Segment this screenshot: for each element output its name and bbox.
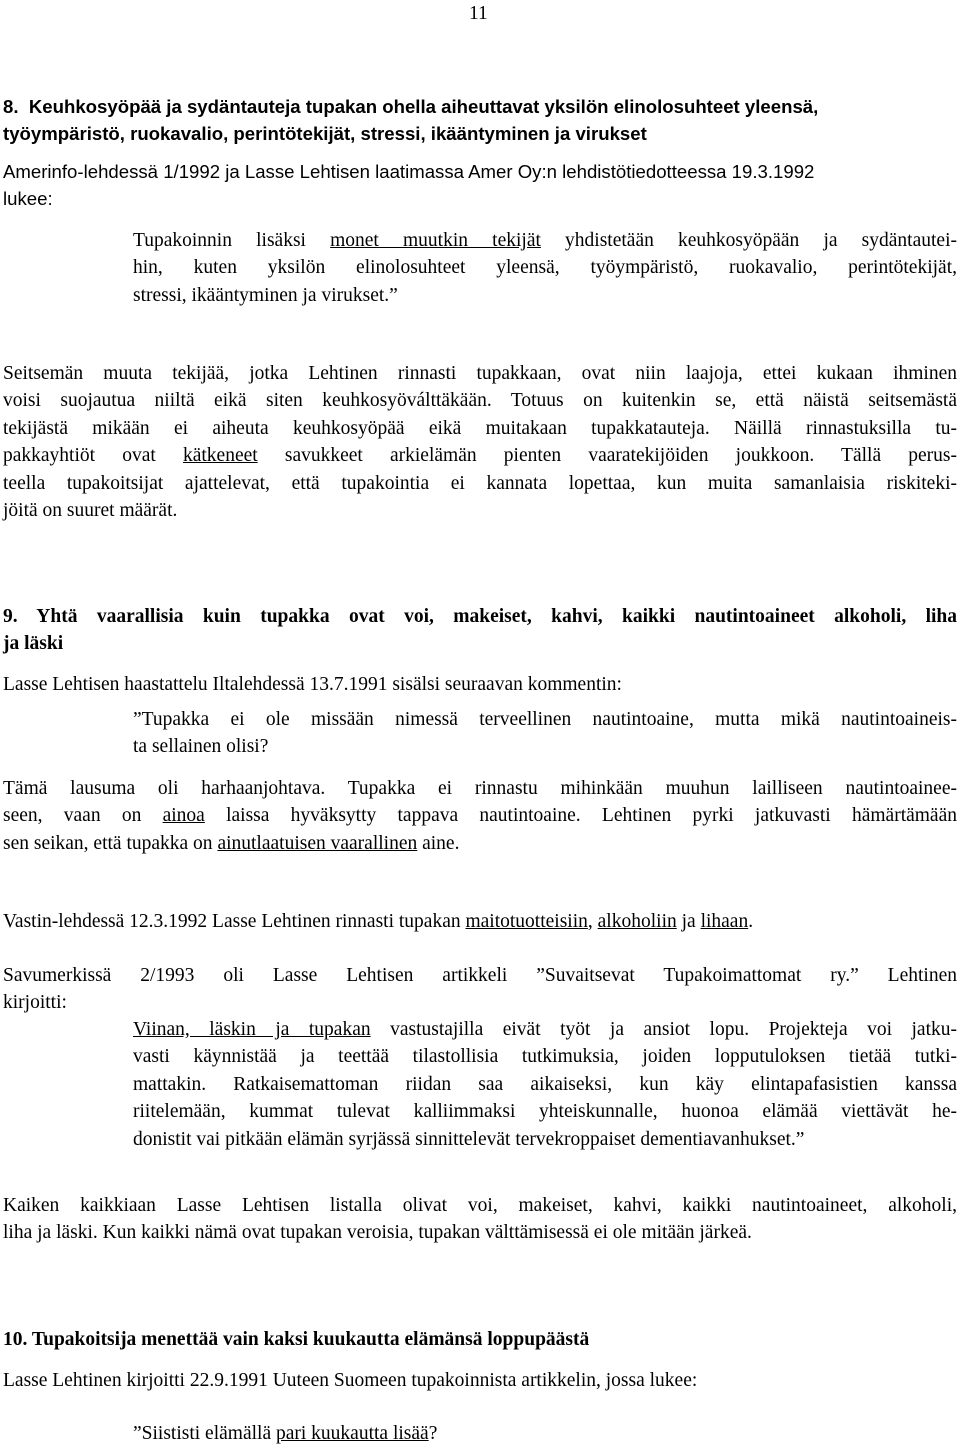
section-10-quote-post: ?	[428, 1423, 438, 1444]
section-9-intro-text: Lasse Lehtisen haastattelu Iltalehdessä 13.7.1991 sisälsi seuraavan kommentin:	[3, 674, 622, 695]
vastin-end: .	[748, 911, 754, 932]
page-number: 11	[469, 3, 488, 24]
section-9-para-line-2-pre: seen, vaan on	[3, 805, 163, 827]
paragraph-line-5: teella tupakoitsijat ajattelevat, että tupakointia ei kannata lopettaa, kun muita samanlaisia riskiteki-	[3, 472, 957, 494]
vastin-underlined-2: alkoholiin	[597, 911, 677, 932]
section-10-heading	[3, 1326, 957, 1353]
section-8-intro-line-2: lukee:	[3, 188, 53, 210]
section-8-heading	[3, 93, 957, 148]
quote-underlined-phrase: monet muutkin tekijät	[330, 230, 541, 251]
section-10-heading-text: 10. Tupakoitsija menettää vain kaksi kuukautta elämänsä loppupäästä	[3, 1329, 590, 1350]
vastin-pre: Vastin-lehdessä 12.3.1992 Lasse Lehtinen rinnasti tupakan	[3, 911, 466, 932]
section-10-quote-underlined: pari kuukautta lisää	[275, 1423, 429, 1444]
vastin-underlined-1: maitotuotteisiin	[465, 911, 588, 932]
quote-line-1-post: yhdistetään keuhkosyöpään ja sydäntautei-	[540, 230, 957, 251]
savumerkki-line-1: Savumerkissä 2/1993 oli Lasse Lehtisen artikkeli ”Suvaitsevat Tupakoimattomat ry.” Lehtinen	[3, 965, 957, 986]
section-9-heading-line-1: 9. Yhtä vaarallisia kuin tupakka ovat voi, makeiset, kahvi, kaikki nautintoaineet alkoholi, liha	[3, 606, 957, 627]
section-10-quote	[133, 1420, 957, 1447]
paragraph-line-6: jöitä on suuret määrät.	[3, 500, 178, 522]
section-9-quote-line-1: ”Tupakka ei ole missään nimessä terveellinen nautintoaine, mutta mikä nautintoaineis-	[133, 709, 957, 730]
vastin-underlined-3: lihaan	[700, 911, 749, 932]
section-8-intro	[3, 158, 957, 213]
savumerkki-quote-line-3: mattakin. Ratkaisemattoman riidan saa aikaiseksi, kun käy elintapafasistien kanssa	[133, 1073, 957, 1095]
section-9-quote-line-2: ta sellainen olisi?	[133, 736, 269, 758]
savumerkki-quote-line-1-post: vastustajilla eivät työt ja ansiot lopu. Projekteja voi jatku-	[370, 1019, 957, 1040]
section-10-quote-pre: ”Siististi elämällä	[133, 1423, 276, 1444]
section-8-quote	[133, 227, 957, 309]
savumerkki-quote	[133, 1016, 957, 1153]
section-9-heading	[3, 603, 957, 658]
paragraph-underlined-word: kätkeneet	[182, 445, 258, 467]
paragraph-line-1: Seitsemän muuta tekijää, jotka Lehtinen rinnasti tupakkaan, ovat niin laajoja, ettei kukaan ihminen	[3, 363, 957, 384]
section-9-intro	[3, 671, 957, 698]
section-9-para-line-1: Tämä lausuma oli harhaanjohtava. Tupakka ei rinnastu mihinkään muuhun lailliseen nautintoainee-	[3, 778, 957, 799]
quote-line-2: hin, kuten yksilön elinolosuhteet yleensä, työympäristö, ruokavalio, perintötekijät,	[133, 257, 957, 279]
summary-paragraph	[3, 1192, 957, 1247]
paragraph-line-4-post: savukkeet arkielämän pienten vaaratekijöiden joukkoon. Tällä perus-	[257, 445, 957, 467]
section-8-heading-line-2: työympäristö, ruokavalio, perintötekijät, stressi, ikääntyminen ja virukset	[3, 123, 647, 145]
quote-line-1-pre: Tupakoinnin lisäksi	[133, 230, 331, 251]
summary-line-2: liha ja läski. Kun kaikki nämä ovat tupakan veroisia, tupakan välttämisessä ei ole mitään järkeä.	[3, 1222, 752, 1244]
summary-line-1: Kaiken kaikkiaan Lasse Lehtisen listalla olivat voi, makeiset, kahvi, kaikki nautintoaineet, alkoholi,	[3, 1195, 957, 1216]
section-9-quote	[133, 706, 957, 761]
savumerkki-quote-line-5: donistit vai pitkään elämän syrjässä sinnittelevät tervekroppaiset dementiavanhukset.”	[133, 1128, 805, 1150]
section-9-para-line-3-pre: sen seikan, että tupakka on	[3, 832, 218, 854]
section-9-para-line-3-post: aine.	[417, 832, 460, 854]
section-9-paragraph	[3, 775, 957, 857]
section-9-underlined-phrase: ainutlaatuisen vaarallinen	[217, 832, 418, 854]
savumerkki-paragraph	[3, 962, 957, 1017]
paragraph-line-4-pre: pakkayhtiöt ovat	[3, 445, 183, 467]
section-9-underlined-ainoa: ainoa	[162, 805, 205, 827]
section-10-intro-text: Lasse Lehtinen kirjoitti 22.9.1991 Uuteen Suomeen tupakoinnista artikkelin, jossa lukee:	[3, 1370, 698, 1391]
savumerkki-line-2: kirjoitti:	[3, 992, 67, 1014]
paragraph-line-2: voisi suojautua niiltä eikä siten keuhkosyöválttäkään. Totuus on kuitenkin se, että näistä seitsemästä	[3, 390, 957, 412]
section-10-intro	[3, 1367, 957, 1394]
savumerkki-quote-line-2: vasti käynnistää ja teettää tilastollisia tutkimuksia, joiden lopputuloksen tietää tutki-	[133, 1046, 957, 1068]
quote-line-3: stressi, ikääntyminen ja virukset.”	[133, 284, 398, 306]
vastin-mid-2: ja	[676, 911, 701, 932]
section-9-heading-line-2: ja läski	[3, 633, 64, 655]
vastin-mid-1: ,	[587, 911, 598, 932]
savumerkki-quote-underlined: Viinan, läskin ja tupakan	[133, 1019, 371, 1040]
section-8-heading-line-1: Keuhkosyöpää ja sydäntauteja tupakan ohella aiheuttavat yksilön elinolosuhteet yleensä,	[28, 96, 819, 117]
section-8-intro-line-1: Amerinfo-lehdessä 1/1992 ja Lasse Lehtisen laatimassa Amer Oy:n lehdistötiedotteessa 19.3.1992	[3, 161, 815, 182]
section-9-para-line-2-post: laissa hyväksytty tappava nautintoaine. Lehtinen pyrki jatkuvasti hämärtämään	[204, 805, 957, 827]
vastin-paragraph	[3, 908, 957, 935]
section-8-paragraph	[3, 360, 957, 524]
section-8-number: 8.	[3, 96, 19, 117]
savumerkki-quote-line-4: riitelemään, kummat tulevat kalliimmaksi yhteiskunnalle, huonoa elämää viettävät he-	[133, 1101, 957, 1123]
paragraph-line-3: tekijästä mikään ei aiheuta keuhkosyöpää eikä muitakaan tupakkatauteja. Näillä rinnastuksilla tu-	[3, 417, 957, 439]
